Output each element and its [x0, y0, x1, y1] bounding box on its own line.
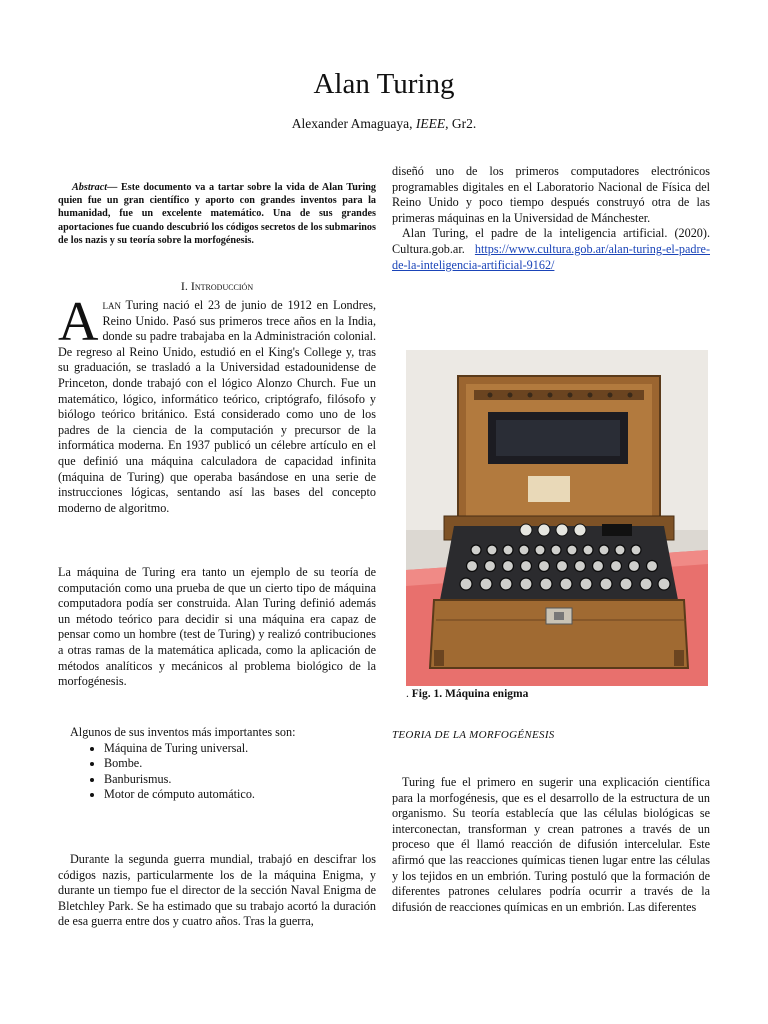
- morfogenesis-paragraph: [392, 775, 710, 915]
- reference: [392, 226, 710, 273]
- morfogenesis-heading: TEORIA DE LA MORFOGÉNESIS: [392, 729, 555, 741]
- figure-caption: [406, 688, 708, 700]
- morfogenesis-text: Turing fue el primero en sugerir una explicación científica para la morfogénesis, que es el desarrollo de la estructura de un organismo. Su teoría establecía que las células biológicas se interconectan, transforman y crean patrones a través de un proceso que él llamó reacción de difusión intercelular. Este afirmó que las reacciones químicas tienen lugar entre las células y los tejidos en un embrión. Turing postuló que la formación de diferentes patrones celulares podría ocurrir a través de la difusión de reacciones químicas en un embrión. Las diferentes: [392, 775, 710, 914]
- continuation-text: diseñó uno de los primeros computadores electrónicos programables digitales en el Laboratorio Nacional de Física del Reino Unido y poco tiempo después construyó otra de las primeras máquinas en la Universidad de Mánchester.: [392, 164, 710, 225]
- paper-title: Alan Turing: [313, 68, 455, 100]
- inventions-intro: Algunos de sus inventos más importantes son:: [70, 725, 296, 739]
- caption-text: Fig. 1. Máquina enigma: [411, 688, 529, 700]
- author-name: Alexander Amaguaya,: [291, 116, 416, 131]
- war-text: Durante la segunda guerra mundial, trabajó en descifrar los códigos nazis, particularmente los de la máquina Enigma, y durante un tiempo fue el director de la sección Naval Enigma de Bletchley Park. Se ha estimado que su trabajo acortó la duración de esa guerra entre dos y cuatro años. Tras la guerra,: [58, 852, 376, 929]
- abstract-label: Abstract: [72, 182, 108, 193]
- author-line: [0, 116, 768, 132]
- list-item: • Motor de cómputo automático.: [104, 787, 376, 803]
- inventions-list: [58, 741, 376, 803]
- right-column-top: [392, 164, 710, 273]
- intro-paragraph: [58, 291, 376, 516]
- abstract: [58, 181, 376, 247]
- enigma-photo: [406, 350, 708, 686]
- war-paragraph: [58, 852, 376, 930]
- intro-text: Turing nació el 23 de junio de 1912 en Londres, Reino Unido. Pasó sus primeros trece años en la India, donde su padre trabajaba en la Administración colonial. De regreso al Reino Unido, estudió en el King's College y, tras su graduación, se trasladó a la Universidad estadounidense de Princeton, donde trabajó con el lógico Alonzo Church. Fue un matemático, lógico, informático teórico, criptógrafo, filósofo y biólogo teórico británico. Está considerado como uno de los padres de la ciencia de la computación y precursor de la informática moderna. En 1937 publicó un célebre artículo en el que definió una máquina calculadora de capacidad infinita (máquina de Turing) que operaba basándose en una serie de instrucciones lógicas, sentando así las bases del concepto moderno de algoritmo.: [58, 298, 376, 515]
- author-affiliation: IEEE: [415, 116, 446, 131]
- caption-prefix: .: [406, 688, 412, 700]
- reference-link[interactable]: https://www.cultura.gob.ar/alan-turing-el-padre-de-la-inteligencia-artificial-9162/: [392, 241, 710, 272]
- reference-text: Alan Turing, el padre de la inteligencia artificial. (2020). Cultura.gob.ar.: [392, 226, 710, 256]
- list-item: • Bombe.: [104, 756, 376, 772]
- list-item: • Banburismus.: [104, 772, 376, 788]
- abstract-text: Este documento va a tartar sobre la vida de Alan Turing quien fue un gran científico y aporto con grandes inventos para la humanidad, fue un excelente matemático. Una de sus grandes aportaciones fue cuando descubrió los códigos secretos de los submarinos de los nazis y su teoría sobre la morfogénesis.: [58, 182, 377, 246]
- enigma-machine-image: [406, 350, 708, 686]
- section-heading-introduccion: I. Introducción: [180, 279, 254, 293]
- turing-machine-paragraph: [58, 565, 376, 690]
- list-item: • Máquina de Turing universal.: [104, 741, 376, 757]
- turing-machine-text: La máquina de Turing era tanto un ejemplo de su teoría de computación como una prueba de que un cierto tipo de máquina computadora podía ser construida. Alan Turing definió además un método teórico para decidir si una máquina era capaz de pensar como un hombre (test de Turing) y realizó contribuciones a otras ramas de la matemática aplicada, como la aplicación de métodos analíticos y mecánicos al problema biológico de la morfogénesis.: [58, 565, 376, 689]
- drop-cap: A: [58, 291, 99, 353]
- author-group: , Gr2.: [445, 116, 477, 131]
- inventions-block: [58, 725, 376, 803]
- intro-lead: lan: [102, 298, 121, 312]
- abstract-dash: —: [107, 182, 121, 193]
